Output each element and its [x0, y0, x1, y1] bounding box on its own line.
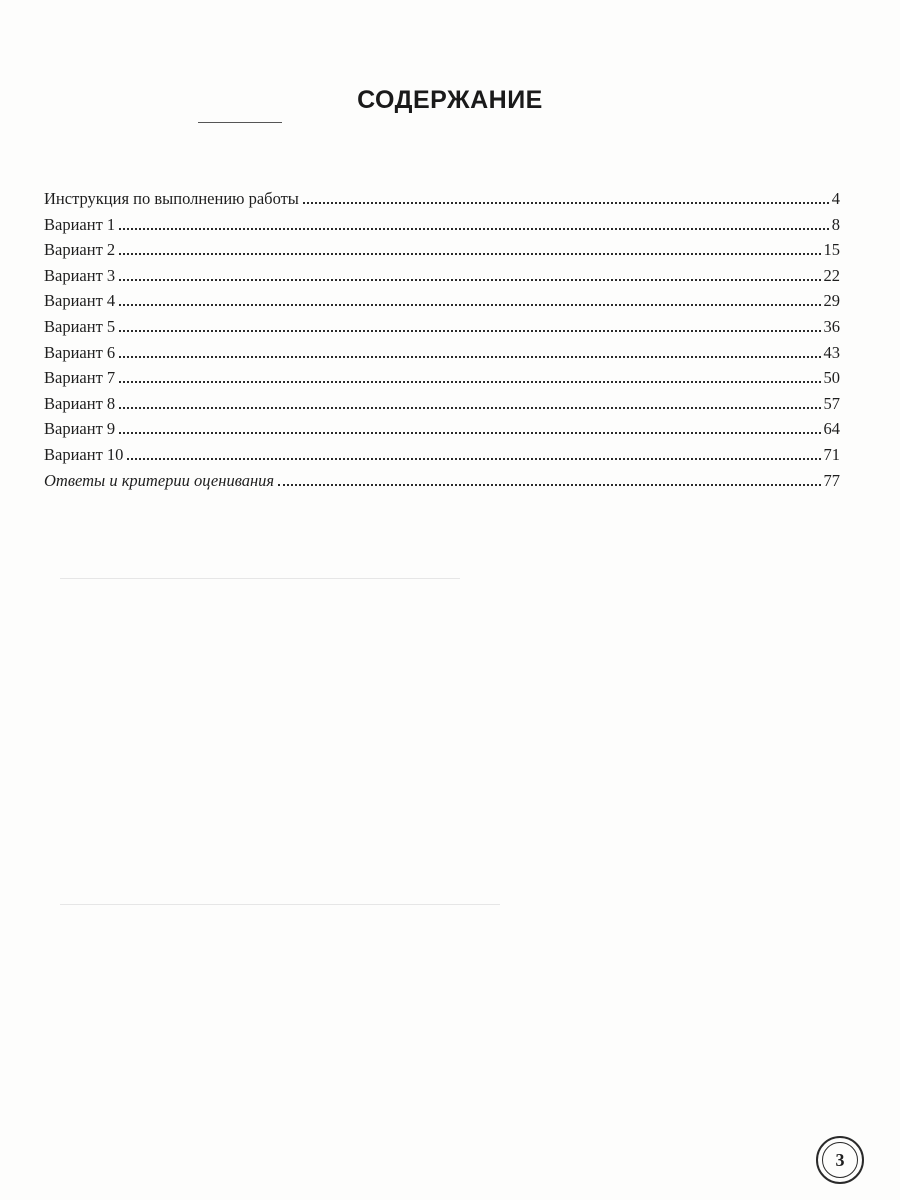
page-title: СОДЕРЖАНИЕ [357, 86, 543, 114]
toc-entry-label: Ответы и критерии оценивания [44, 470, 275, 490]
toc-entry [44, 416, 840, 442]
toc-entry-label: Вариант 6 [44, 342, 116, 362]
toc-entry-label: Инструкция по выполнению работы [44, 189, 299, 208]
toc-entry [44, 288, 840, 314]
toc-dot-leader [119, 432, 820, 434]
toc-entry-page: 22 [823, 265, 840, 285]
toc-entry-label: Вариант 4 [44, 291, 116, 311]
toc-entry-page: 36 [823, 316, 840, 336]
toc-entry-label: Вариант 9 [44, 419, 116, 439]
toc-entry [44, 314, 840, 340]
toc-dot-leader [119, 279, 820, 281]
toc-entry-page: 15 [823, 240, 840, 260]
toc-entry-page: 4 [831, 189, 840, 208]
toc-entry [44, 237, 840, 263]
bleed-through-rule [60, 904, 500, 905]
toc-dot-leader [119, 356, 820, 358]
toc-dot-leader [119, 304, 820, 306]
page-number: 3 [822, 1142, 858, 1178]
toc-dot-leader [127, 458, 820, 460]
toc-dot-leader [119, 407, 820, 409]
toc-entry-label: Вариант 8 [44, 393, 116, 413]
toc-entry [44, 340, 840, 366]
toc-entry-page: 71 [823, 444, 840, 464]
toc-entry [44, 365, 840, 391]
toc-dot-leader [303, 202, 829, 204]
toc-dot-leader [119, 253, 820, 255]
toc-entry-label: Вариант 5 [44, 316, 116, 336]
toc-entry [44, 442, 840, 468]
toc-entry [44, 391, 840, 417]
toc-entry-page: 50 [823, 368, 840, 388]
toc-entry [44, 468, 840, 494]
toc-entry-label: Вариант 1 [44, 214, 116, 234]
toc-entry-page: 43 [823, 342, 840, 362]
toc-entry-label: Вариант 7 [44, 368, 116, 388]
title-underline [198, 122, 282, 123]
toc-entry-page: 57 [823, 393, 840, 413]
toc-dot-leader [119, 381, 820, 383]
page-number-badge [816, 1136, 864, 1184]
toc-entry [44, 212, 840, 238]
toc-entry-label: Вариант 2 [44, 240, 116, 260]
toc-entry-label: Вариант 3 [44, 265, 116, 285]
toc-entry [44, 263, 840, 289]
bleed-through-rule [60, 578, 460, 579]
toc-dot-leader [278, 484, 820, 486]
toc-entry-label: Вариант 10 [44, 444, 124, 464]
toc-entry [44, 186, 840, 212]
toc-entry-page: 8 [831, 214, 840, 234]
toc-entry-page: 29 [823, 291, 840, 311]
toc-entry-page: 64 [823, 419, 840, 439]
toc-dot-leader [119, 228, 829, 230]
toc-dot-leader [119, 330, 820, 332]
table-of-contents [44, 186, 840, 493]
toc-entry-page: 77 [823, 470, 840, 490]
